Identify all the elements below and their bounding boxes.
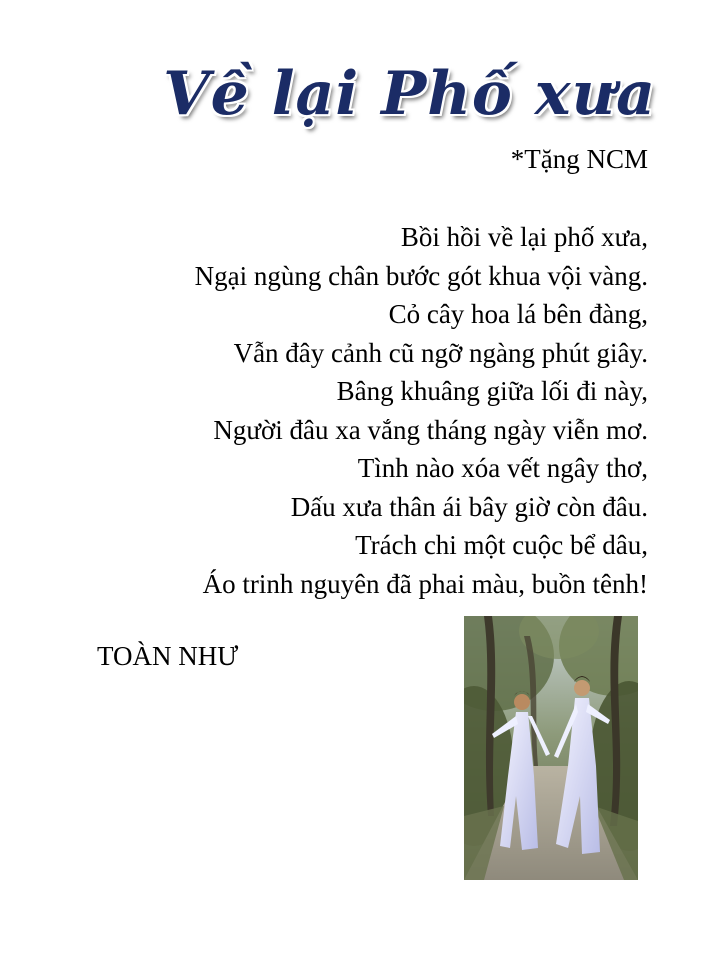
dedication-text: *Tặng NCM <box>510 144 648 174</box>
poem-body <box>195 218 648 603</box>
author-name: TOÀN NHƯ <box>97 641 239 671</box>
poem-line: Vẫn đây cảnh cũ ngỡ ngàng phút giây. <box>233 337 648 368</box>
poem-line: Cỏ cây hoa lá bên đàng, <box>388 299 648 329</box>
poem-line: Người đâu xa vắng tháng ngày viễn mơ. <box>213 414 648 445</box>
poem-line: Dấu xưa thân ái bây giờ còn đâu. <box>290 491 648 522</box>
poem-line: Áo trinh nguyên đã phai màu, buồn tênh! <box>202 568 648 599</box>
photo-two-women-ao-dai <box>464 616 638 880</box>
poem-line: Bồi hồi về lại phố xưa, <box>400 222 648 252</box>
poem-line: Trách chi một cuộc bể dâu, <box>355 530 648 560</box>
poem-line: Tình nào xóa vết ngây thơ, <box>357 453 648 483</box>
poem-line: Bâng khuâng giữa lối đi này, <box>336 376 648 406</box>
poem-title: Về lại Phố xưa <box>163 59 656 129</box>
poem-line: Ngại ngùng chân bước gót khua vội vàng. <box>194 260 648 291</box>
